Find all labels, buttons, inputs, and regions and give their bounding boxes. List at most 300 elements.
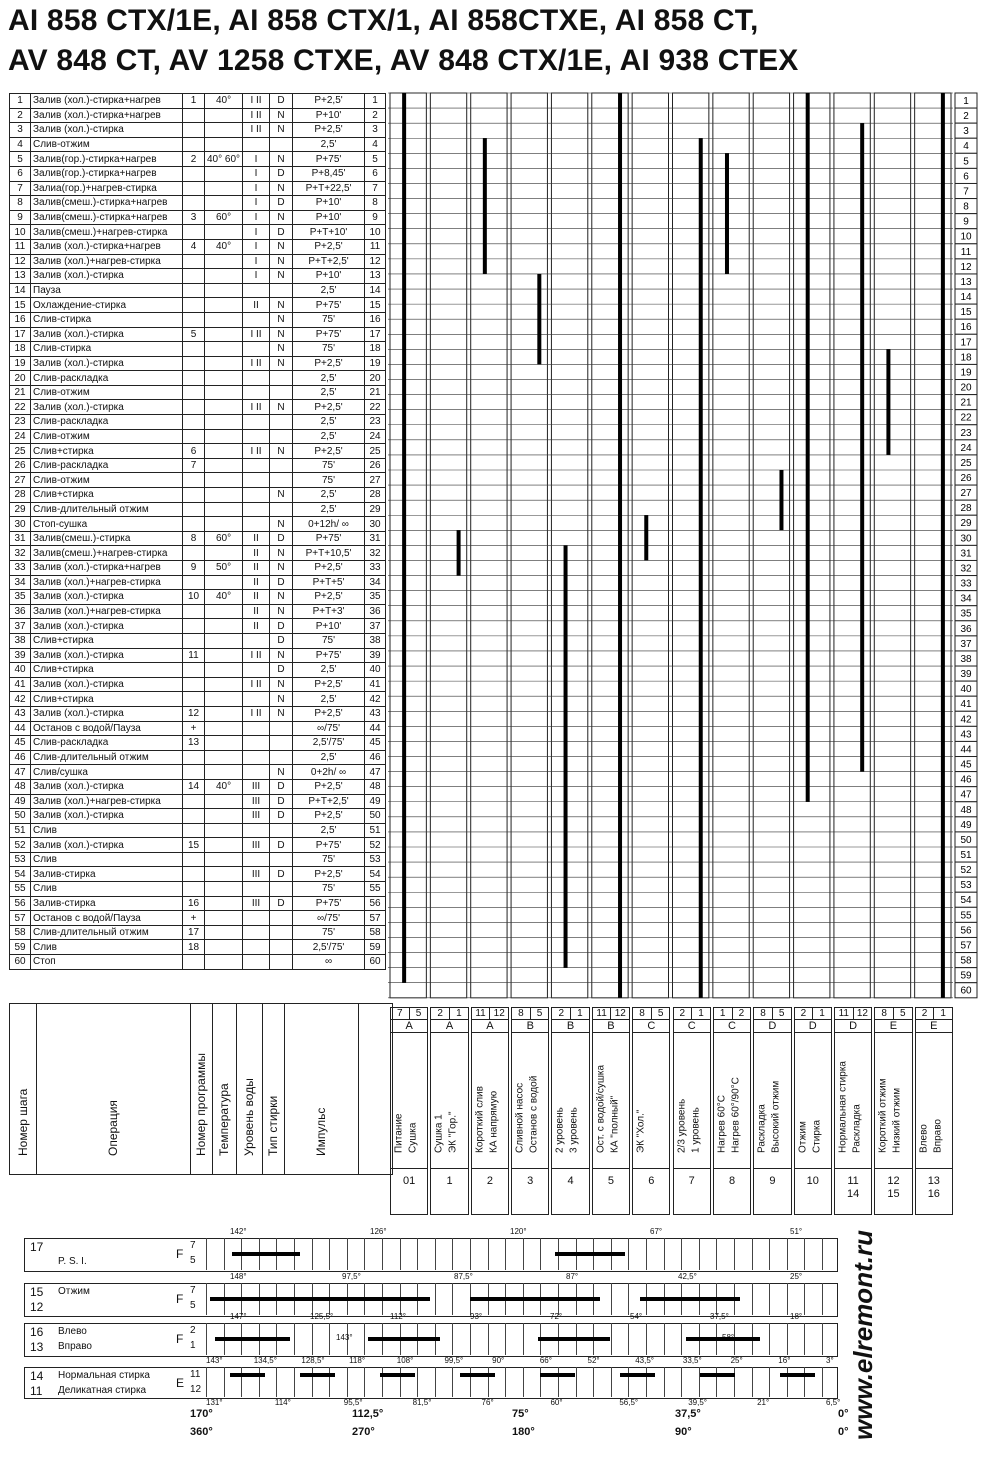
contact-label: 1 уровень — [690, 1107, 701, 1153]
step-op: Залив (хол.)-стирка — [31, 648, 183, 663]
website-watermark: www.elremont.ru — [848, 1230, 878, 1440]
step-n: 26 — [365, 458, 386, 473]
timer-cell-line — [593, 1367, 594, 1397]
contact-header — [713, 1007, 751, 1215]
step-op: Залив (хол.)-стирка — [31, 269, 183, 284]
timer-cell-line — [734, 1238, 735, 1270]
step-n: 29 — [10, 502, 31, 517]
timer-cell-line — [435, 1367, 436, 1397]
contact-header — [592, 1007, 630, 1215]
step-n: 59 — [365, 940, 386, 955]
step-op: Залив-стирка — [31, 867, 183, 882]
timer-cell-line — [329, 1238, 330, 1270]
contact-bar — [644, 515, 648, 560]
step-prog: 10 — [183, 590, 205, 605]
contact-header — [632, 1007, 670, 1215]
timer-pin: 1 — [190, 1340, 196, 1351]
step-op: Слив+стирка — [31, 692, 183, 707]
step-imp: P+T+22,5' — [293, 181, 365, 196]
header-col-step — [10, 1004, 37, 1174]
step-n: 33 — [10, 561, 31, 576]
step-n: 55 — [365, 882, 386, 897]
step-prog: 11 — [183, 648, 205, 663]
contact-pin: 1 — [577, 1008, 583, 1019]
timer-mark: 95,5° — [343, 1398, 363, 1407]
timer-cell-line — [787, 1238, 788, 1270]
timer-mark: 25° — [790, 1272, 803, 1281]
contact-bar — [699, 138, 703, 998]
timer-mark: 54° — [630, 1312, 643, 1321]
contact-number: 1 — [446, 1175, 453, 1187]
step-n: 1 — [365, 94, 386, 109]
step-imp: P+T+10,5' — [293, 546, 365, 561]
step-op: Слив-отжим — [31, 385, 183, 400]
step-temp: 60° — [205, 531, 243, 546]
contact-label: Низкий отжим — [891, 1087, 903, 1153]
contact-group: C — [714, 1020, 750, 1033]
step-lvl: I II — [243, 400, 270, 415]
contact-pin: 12 — [856, 1008, 868, 1019]
step-lvl: II — [243, 604, 270, 619]
timer-cell-line — [364, 1238, 365, 1270]
timer-mark: 25° — [730, 1356, 743, 1365]
step-lvl: II — [243, 619, 270, 634]
contact-pin: 1 — [456, 1008, 462, 1019]
step-n: 21 — [365, 385, 386, 400]
step-lvl: III — [243, 838, 270, 853]
timer-cell-line — [259, 1367, 260, 1397]
step-n: 20 — [365, 371, 386, 386]
timer-cell-line — [452, 1367, 453, 1397]
contact-header — [551, 1007, 589, 1215]
step-imp: P+75' — [293, 531, 365, 546]
contact-header — [471, 1007, 509, 1215]
step-op: Охлаждение-стирка — [31, 298, 183, 313]
timer-cell-line — [312, 1323, 313, 1355]
right-step-number: 35 — [960, 608, 972, 620]
step-n: 48 — [365, 779, 386, 794]
timer-cell-line — [769, 1283, 770, 1315]
step-n: 59 — [10, 940, 31, 955]
timer-mark: 148° — [230, 1272, 247, 1281]
timer-mark: 143° — [336, 1333, 353, 1342]
timer-row-f: F — [176, 1332, 184, 1346]
timer-row-label: Деликатная стирка — [58, 1385, 147, 1396]
step-op: Останов с водой/Пауза — [31, 721, 183, 736]
step-op: Слив+стирка — [31, 633, 183, 648]
step-type: N — [270, 590, 293, 605]
timer-cell-line — [470, 1238, 471, 1270]
contact-pin: 2 — [552, 1008, 571, 1019]
contact-pin: 7 — [391, 1008, 410, 1019]
step-n: 25 — [365, 444, 386, 459]
step-n: 11 — [365, 239, 386, 254]
timer-cell-line — [646, 1238, 647, 1270]
timer-contact-bar — [230, 1373, 265, 1377]
timer-mark: 131° — [206, 1398, 223, 1407]
timer-cell-line — [400, 1367, 401, 1397]
step-temp: 60° — [205, 210, 243, 225]
contact-group: B — [593, 1020, 629, 1033]
timer-cell-line — [382, 1367, 383, 1397]
step-prog: 13 — [183, 736, 205, 751]
timer-cell-line — [488, 1238, 489, 1270]
right-step-number: 18 — [960, 352, 972, 364]
contact-pin: 8 — [633, 1008, 652, 1019]
timer-mark: 99,5° — [444, 1356, 464, 1365]
contact-pin: 5 — [536, 1008, 543, 1019]
contact-bar — [806, 93, 810, 802]
timer-row-number: 12 — [30, 1300, 44, 1314]
timer-cell-line — [787, 1367, 788, 1397]
step-n: 53 — [365, 852, 386, 867]
right-step-number: 20 — [960, 382, 972, 394]
step-type: D — [270, 809, 293, 824]
timer-cell-line — [804, 1323, 805, 1355]
timer-contact-bar — [640, 1297, 740, 1301]
step-lvl: II — [243, 590, 270, 605]
timer-cell-line — [364, 1367, 365, 1397]
contact-header — [874, 1007, 912, 1215]
timer-mark: 6,5° — [826, 1398, 841, 1407]
right-step-number: 49 — [960, 819, 972, 831]
step-imp: 75' — [293, 925, 365, 940]
step-imp: P+2,5' — [293, 123, 365, 138]
contact-pin: 8 — [875, 1008, 894, 1019]
timer-mark: 21° — [757, 1398, 770, 1407]
right-step-number: 13 — [960, 276, 972, 288]
timer-row-number: 14 — [30, 1369, 44, 1383]
timer-cell-line — [804, 1238, 805, 1270]
timer-row-number: 13 — [30, 1340, 44, 1354]
timer-cell-line — [752, 1283, 753, 1315]
contact-label: ЭК "Хол." — [635, 1109, 647, 1153]
step-n: 30 — [365, 517, 386, 532]
contact-label: КА "полный" — [609, 1095, 621, 1153]
step-n: 58 — [10, 925, 31, 940]
header-label: Уровень воды — [242, 1078, 256, 1156]
right-step-number: 27 — [960, 488, 972, 500]
step-imp: P+10' — [293, 196, 365, 211]
right-step-number: 3 — [963, 126, 969, 138]
timer-cell-line — [822, 1283, 823, 1315]
contact-pin: 5 — [778, 1008, 785, 1019]
step-type: N — [270, 123, 293, 138]
step-type: D — [270, 166, 293, 181]
right-step-number: 15 — [960, 307, 972, 319]
contact-bar — [941, 93, 945, 998]
step-imp: 0+2h/ ∞ — [293, 765, 365, 780]
step-op: Слив-длительный отжим — [31, 750, 183, 765]
timer-mark: 97,5° — [342, 1272, 361, 1281]
contact-pin: 2 — [674, 1008, 693, 1019]
step-op: Залив (хол.)-стирка — [31, 838, 183, 853]
step-n: 11 — [10, 239, 31, 254]
step-type: D — [270, 867, 293, 882]
timer-pin: 12 — [190, 1384, 202, 1395]
step-lvl: I — [243, 196, 270, 211]
timer-cell-line — [769, 1323, 770, 1355]
step-n: 15 — [365, 298, 386, 313]
title-line-1: AI 858 CTX/1E, AI 858 CTX/1, AI 858CTXE, AI 858 CT, — [8, 4, 759, 37]
step-lvl: III — [243, 779, 270, 794]
contact-pin: 8 — [512, 1008, 531, 1019]
step-op: Залив(смеш.)+нагрев-стирка — [31, 225, 183, 240]
contact-number: 8 — [728, 1175, 736, 1187]
step-n: 16 — [365, 312, 386, 327]
step-n: 25 — [10, 444, 31, 459]
timer-cell-line — [312, 1238, 313, 1270]
timer-mark: 147° — [230, 1312, 247, 1321]
step-imp: P+2,5' — [293, 809, 365, 824]
step-n: 24 — [365, 429, 386, 444]
step-op: Залив (хол.)-стирка+нагрев — [31, 239, 183, 254]
contact-number: 01 — [403, 1175, 416, 1187]
step-op: Слив+стирка — [31, 444, 183, 459]
step-type: D — [270, 575, 293, 590]
timer-cell-line — [787, 1283, 788, 1315]
timer-mark: 87,5° — [454, 1272, 473, 1281]
timer-cell-line — [734, 1367, 735, 1397]
right-step-number: 7 — [963, 186, 969, 198]
step-n: 28 — [10, 488, 31, 503]
timer-mark: 72° — [550, 1312, 563, 1321]
contact-number: 2 — [486, 1175, 493, 1187]
step-n: 54 — [10, 867, 31, 882]
step-op: Залив (хол.)-стирка — [31, 590, 183, 605]
contact-label: Нагрев 60°/90°C — [730, 1077, 742, 1153]
step-type: N — [270, 210, 293, 225]
step-n: 14 — [365, 283, 386, 298]
step-n: 22 — [365, 400, 386, 415]
step-op: Залив(смеш.)-стирка+нагрев — [31, 210, 183, 225]
timer-cell-line — [628, 1367, 629, 1397]
step-prog: 7 — [183, 458, 205, 473]
timer-cell-line — [611, 1323, 612, 1355]
timer-contact-bar — [538, 1337, 610, 1341]
timer-mark: 128,5° — [301, 1356, 325, 1365]
header-label: Операция — [106, 1100, 120, 1156]
step-imp: P+T+3' — [293, 604, 365, 619]
timer-cell-line — [523, 1238, 524, 1270]
step-imp: P+75' — [293, 648, 365, 663]
timer-cell-line — [699, 1238, 700, 1270]
step-op: Слив-раскладка — [31, 458, 183, 473]
timer-cell-line — [382, 1238, 383, 1270]
step-op: Слив/сушка — [31, 765, 183, 780]
step-op: Залив (хол.)-стирка — [31, 619, 183, 634]
step-n: 39 — [365, 648, 386, 663]
step-op: Залив (хол.)-стирка — [31, 809, 183, 824]
step-imp: 75' — [293, 473, 365, 488]
timer-mark: 120° — [510, 1227, 527, 1236]
contact-group: D — [754, 1020, 790, 1033]
contact-pin: 5 — [415, 1008, 422, 1019]
right-step-number: 23 — [960, 427, 972, 439]
step-n: 38 — [365, 633, 386, 648]
header-label: Импульс — [314, 1107, 328, 1156]
step-n: 5 — [365, 152, 386, 167]
timer-cell-line — [822, 1367, 823, 1397]
step-n: 32 — [365, 546, 386, 561]
timer-row-f: F — [176, 1292, 184, 1306]
step-op: Слив-стирка — [31, 312, 183, 327]
step-op: Слив — [31, 823, 183, 838]
header-col-temp — [212, 1004, 237, 1174]
right-step-number: 51 — [960, 850, 972, 861]
step-lvl: III — [243, 809, 270, 824]
timer-cell-line — [664, 1238, 665, 1270]
timer-cell-line — [804, 1283, 805, 1315]
timer-pin: 11 — [190, 1369, 201, 1380]
step-lvl: III — [243, 867, 270, 882]
step-imp: P+2,5' — [293, 590, 365, 605]
step-n: 35 — [10, 590, 31, 605]
timer-cell-line — [752, 1238, 753, 1270]
step-imp: 75' — [293, 633, 365, 648]
contact-header — [673, 1007, 711, 1215]
timer-cell-line — [452, 1238, 453, 1270]
timer-contact-bar — [460, 1373, 495, 1377]
contact-number: 10 — [806, 1175, 819, 1187]
right-step-number: 10 — [960, 231, 972, 243]
timer-cell-line — [628, 1323, 629, 1355]
timer-cell-line — [505, 1238, 506, 1270]
timer-cell-line — [611, 1283, 612, 1315]
contact-pin: 5 — [900, 1008, 906, 1019]
step-op: Залив(смеш.)+нагрев-стирка — [31, 546, 183, 561]
step-n: 32 — [10, 546, 31, 561]
step-op: Залив (хол.)-стирка — [31, 677, 183, 692]
step-temp: 40° — [205, 239, 243, 254]
step-imp: P+2,5' — [293, 94, 365, 109]
step-imp: P+10' — [293, 210, 365, 225]
step-n: 41 — [10, 677, 31, 692]
step-type: D — [270, 838, 293, 853]
contact-group: A — [431, 1020, 467, 1033]
right-step-number: 30 — [960, 533, 972, 545]
step-prog: 8 — [183, 531, 205, 546]
step-n: 1 — [10, 94, 31, 109]
step-lvl: III — [243, 896, 270, 911]
step-prog: 18 — [183, 940, 205, 955]
step-temp: 40° — [205, 779, 243, 794]
step-n: 35 — [365, 590, 386, 605]
step-n: 43 — [365, 706, 386, 721]
timer-mark: 16° — [778, 1356, 791, 1365]
timer-mark: 3° — [826, 1356, 834, 1365]
step-n: 48 — [10, 779, 31, 794]
step-n: 50 — [10, 809, 31, 824]
step-op: Залив (хол.)+нагрев-стирка — [31, 254, 183, 269]
step-n: 7 — [365, 181, 386, 196]
step-imp: P+2,5' — [293, 444, 365, 459]
step-lvl: II — [243, 531, 270, 546]
step-n: 52 — [365, 838, 386, 853]
step-n: 22 — [10, 400, 31, 415]
step-lvl: I II — [243, 108, 270, 123]
timer-mark: 60° — [550, 1398, 563, 1407]
contact-group: A — [391, 1020, 427, 1033]
step-n: 43 — [10, 706, 31, 721]
scale-bottom-label: 90° — [675, 1426, 692, 1438]
timer-cell-line — [699, 1367, 700, 1397]
timer-cell-line — [681, 1323, 682, 1355]
step-temp: 40° — [205, 94, 243, 109]
contact-number: 9 — [769, 1175, 776, 1187]
timer-mark: 42,5° — [678, 1272, 697, 1281]
contact-label: Короткий слив — [474, 1086, 486, 1153]
timer-pin: 5 — [190, 1300, 196, 1311]
timer-mark: 90° — [492, 1356, 505, 1365]
timer-row-number: 11 — [30, 1384, 43, 1398]
step-type: N — [270, 488, 293, 503]
right-step-number: 52 — [960, 865, 972, 877]
step-type: N — [270, 181, 293, 196]
step-n: 47 — [10, 765, 31, 780]
timer-cell-line — [681, 1367, 682, 1397]
timer-cell-line — [329, 1323, 330, 1355]
timer-mark: 114° — [274, 1398, 291, 1407]
header-col-imp — [284, 1004, 359, 1174]
step-op: Залив (хол.)-стирка — [31, 706, 183, 721]
step-op: Залив (хол.)-стирка+нагрев — [31, 561, 183, 576]
step-lvl: I — [243, 152, 270, 167]
contact-header — [834, 1007, 872, 1215]
step-imp: ∞/75' — [293, 721, 365, 736]
timer-cell-line — [435, 1283, 436, 1315]
timer-cell-line — [558, 1367, 559, 1397]
step-n: 54 — [365, 867, 386, 882]
step-imp: 2,5' — [293, 692, 365, 707]
step-type: D — [270, 94, 293, 109]
timer-mark: 118° — [349, 1356, 366, 1365]
step-prog: 4 — [183, 239, 205, 254]
step-op: Залив (хол.)+нагрев-стирка — [31, 604, 183, 619]
step-lvl: I — [243, 225, 270, 240]
step-imp: P+75' — [293, 298, 365, 313]
step-n: 56 — [365, 896, 386, 911]
step-prog: 12 — [183, 706, 205, 721]
timer-cell-line — [347, 1367, 348, 1397]
right-step-number: 39 — [960, 669, 972, 681]
timer-mark: 87° — [566, 1272, 579, 1281]
timer-cell-line — [488, 1323, 489, 1355]
step-temp: 50° — [205, 561, 243, 576]
contact-label: Останов с водой — [528, 1075, 540, 1153]
step-imp: 2,5'/75' — [293, 736, 365, 751]
step-n: 21 — [10, 385, 31, 400]
contact-label: Нормальная стирка — [837, 1061, 849, 1153]
contact-label: Раскладка — [756, 1104, 768, 1153]
timer-pin: 2 — [190, 1325, 196, 1336]
timer-cell-line — [540, 1367, 541, 1397]
step-type: D — [270, 794, 293, 809]
step-imp: P+2,5' — [293, 239, 365, 254]
right-step-number: 1 — [963, 96, 969, 107]
step-prog: 9 — [183, 561, 205, 576]
right-step-number: 12 — [960, 261, 972, 273]
contact-label: Стирка — [811, 1119, 823, 1153]
step-op: Залив (хол.)+нагрев-стирка — [31, 794, 183, 809]
step-n: 46 — [10, 750, 31, 765]
contact-header — [753, 1007, 791, 1215]
timer-mark: 125,5° — [310, 1312, 334, 1321]
step-n: 2 — [365, 108, 386, 123]
timer-contact-bar — [555, 1252, 625, 1256]
step-type: N — [270, 444, 293, 459]
step-n: 49 — [10, 794, 31, 809]
